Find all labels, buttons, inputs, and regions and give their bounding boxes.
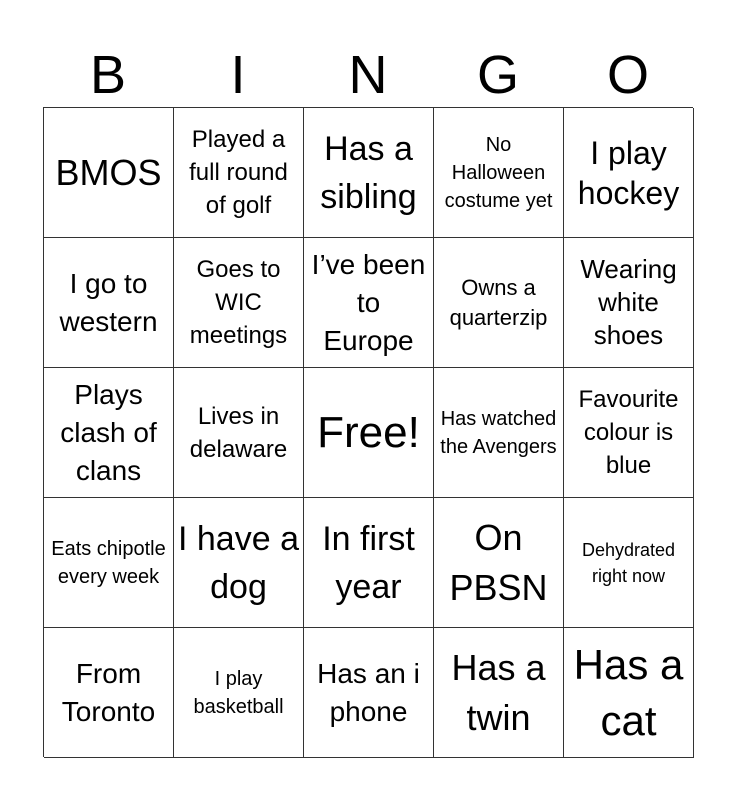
cell-text: Has a sibling bbox=[320, 129, 417, 216]
bingo-cell[interactable] bbox=[304, 108, 434, 238]
bingo-cell[interactable] bbox=[304, 498, 434, 628]
cell-text: No Halloween costume yet bbox=[444, 133, 553, 212]
cell-text: Goes to WIC meetings bbox=[189, 256, 288, 349]
cell-text: On PBSN bbox=[449, 516, 548, 608]
cell-text: From Toronto bbox=[61, 657, 156, 727]
bingo-cell[interactable] bbox=[304, 628, 434, 758]
cell-text: Has a cat bbox=[573, 640, 684, 744]
header-letter-b: B bbox=[89, 45, 127, 105]
bingo-cell[interactable] bbox=[44, 498, 174, 628]
cell-text: Played a full round of golf bbox=[189, 126, 288, 219]
bingo-cell[interactable] bbox=[174, 368, 304, 498]
cell-text: Has watched the Avengers bbox=[440, 407, 557, 458]
cell-text: Has an i phone bbox=[317, 657, 420, 727]
bingo-cell[interactable] bbox=[174, 498, 304, 628]
cell-text: In first year bbox=[322, 519, 415, 606]
cell-text: I play basketball bbox=[193, 667, 284, 718]
bingo-cell[interactable] bbox=[44, 368, 174, 498]
bingo-cell[interactable] bbox=[44, 238, 174, 368]
cell-text: Favourite colour is blue bbox=[578, 386, 679, 479]
free-space-cell[interactable] bbox=[304, 368, 434, 498]
bingo-cell[interactable] bbox=[434, 108, 564, 238]
cell-text: Lives in delaware bbox=[189, 402, 288, 463]
cell-text: Dehydrated right now bbox=[581, 539, 676, 586]
cell-text: BMOS bbox=[55, 151, 162, 193]
bingo-cell[interactable] bbox=[174, 108, 304, 238]
bingo-cell[interactable] bbox=[174, 238, 304, 368]
header-letter-o: O bbox=[606, 45, 649, 105]
bingo-cell[interactable] bbox=[304, 238, 434, 368]
cell-text: I go to western bbox=[59, 267, 158, 337]
cell-text: I’ve been to Europe bbox=[311, 248, 426, 356]
bingo-cell[interactable] bbox=[434, 498, 564, 628]
bingo-cell[interactable] bbox=[44, 628, 174, 758]
bingo-cell[interactable] bbox=[564, 238, 694, 368]
bingo-cell[interactable] bbox=[434, 368, 564, 498]
bingo-cell[interactable] bbox=[44, 108, 174, 238]
cell-text: Plays clash of clans bbox=[60, 378, 157, 486]
cell-text: I play hockey bbox=[577, 134, 680, 211]
bingo-cell[interactable] bbox=[434, 238, 564, 368]
cell-text: Has a twin bbox=[451, 646, 546, 738]
bingo-cell[interactable] bbox=[434, 628, 564, 758]
bingo-cell[interactable] bbox=[564, 498, 694, 628]
bingo-cell[interactable] bbox=[564, 368, 694, 498]
cell-text: I have a dog bbox=[178, 519, 299, 606]
cell-text: Wearing white shoes bbox=[580, 254, 677, 350]
bingo-cell[interactable] bbox=[564, 108, 694, 238]
bingo-header bbox=[43, 44, 693, 106]
cell-text: Eats chipotle every week bbox=[51, 537, 166, 588]
header-letter-n: N bbox=[348, 45, 388, 105]
bingo-card-grid bbox=[43, 107, 693, 757]
free-space-text: Free! bbox=[317, 407, 420, 457]
bingo-cell[interactable] bbox=[174, 628, 304, 758]
header-letter-g: G bbox=[476, 45, 519, 105]
header-letter-i: I bbox=[230, 45, 246, 105]
bingo-cell[interactable] bbox=[564, 628, 694, 758]
cell-text: Owns a quarterzip bbox=[449, 274, 548, 330]
